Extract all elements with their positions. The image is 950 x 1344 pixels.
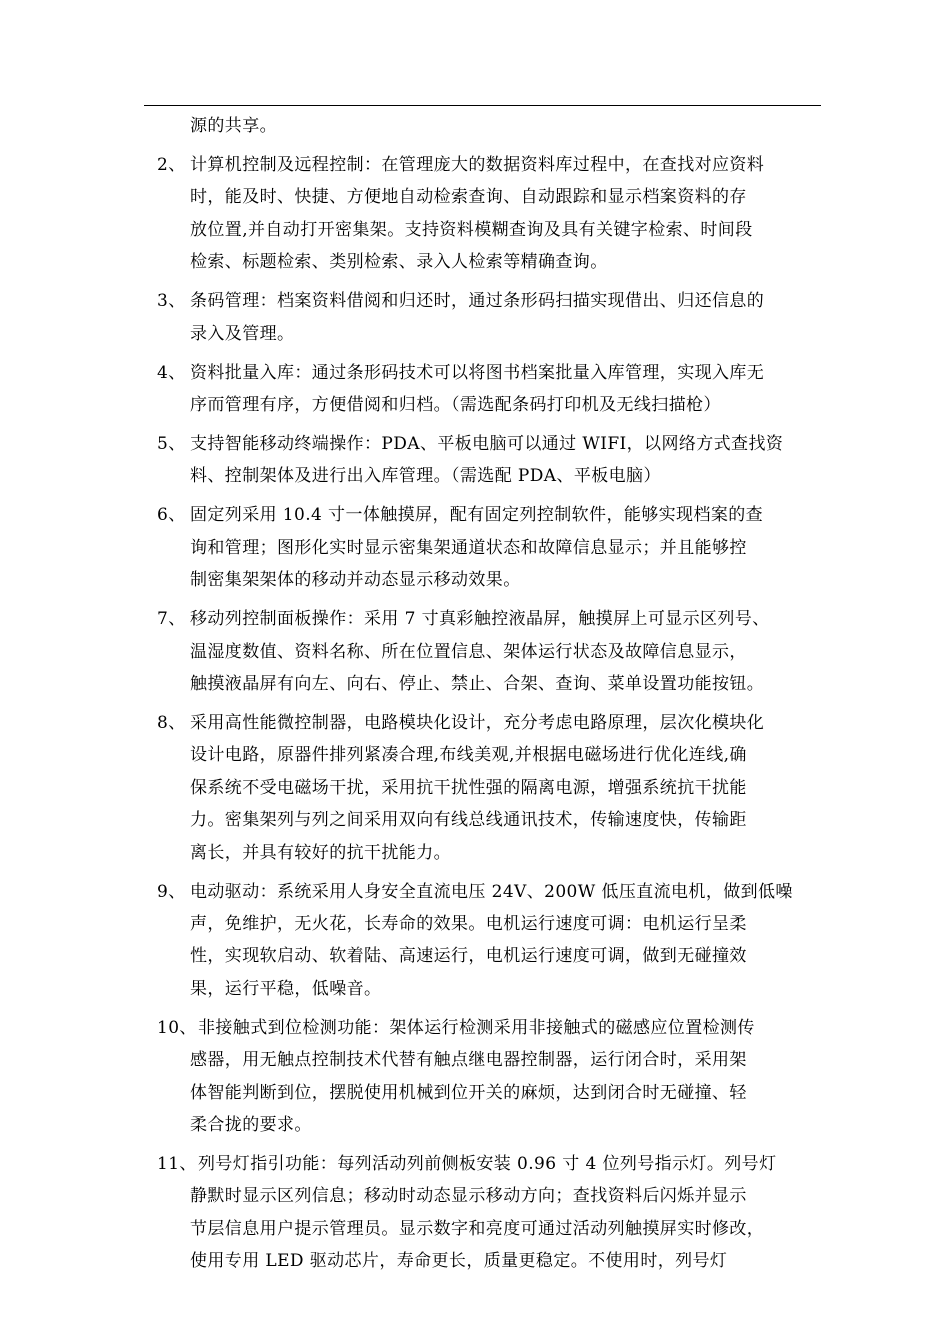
item-text: 感器，用无触点控制技术代替有触点继电器控制器，运行闭合时，采用架: [190, 1050, 747, 1071]
item-text: 性，实现软启动、软着陆、高速运行，电机运行速度可调，做到无碰撞效: [190, 946, 747, 967]
item-text: 采用高性能微控制器，电路模块化设计，充分考虑电路原理，层次化模块化: [190, 713, 765, 733]
item-number: 2、: [157, 155, 186, 175]
item-number: 8、: [157, 713, 186, 733]
item-text: 声，免维护，无火花，长寿命的效果。电机运行速度可调：电机运行呈柔: [190, 914, 747, 934]
item-number: 7、: [157, 609, 186, 630]
item-text: 放位置,并自动打开密集架。支持资料模糊查询及具有关键字检索、时间段: [190, 219, 753, 240]
item-text: 询和管理；图形化实时显示密集架通道状态和故障信息显示；并且能够控: [190, 537, 747, 558]
item-text: 计算机控制及远程控制：在管理庞大的数据资料库过程中，在查找对应资料: [190, 155, 765, 175]
item-text: 设计电路，原器件排列紧凑合理,布线美观,并根据电磁场进行优化连线,确: [190, 745, 747, 766]
item-text: 节层信息用户提示管理员。显示数字和亮度可通过活动列触摸屏实时修改，: [190, 1218, 765, 1239]
item-text: 使用专用 LED 驱动芯片，寿命更长，质量更稳定。不使用时，列号灯: [190, 1251, 728, 1272]
item-text: 固定列采用 10.4 寸一体触摸屏，配有固定列控制软件，能够实现档案的查: [190, 505, 764, 526]
item-text: 柔合拢的要求。: [190, 1115, 312, 1135]
item-number: 10、: [157, 1017, 197, 1038]
item-text: 序而管理有序，方便借阅和归档。（需选配条码打印机及无线扫描枪）: [190, 395, 721, 415]
item-text: 触摸液晶屏有向左、向右、停止、禁止、合架、查询、菜单设置功能按钮。: [190, 674, 765, 694]
item-number: 6、: [157, 505, 186, 526]
item-text: 录入及管理。: [190, 323, 295, 344]
item-text: 列号灯指引功能：每列活动列前侧板安装 0.96 寸 4 位列号指示灯。列号灯: [198, 1154, 777, 1174]
item-text: 电动驱动：系统采用人身安全直流电压 24V、200W 低压直流电机，做到低噪: [190, 881, 793, 902]
item-text: 果，运行平稳，低噪音。: [190, 978, 382, 999]
item-text: 体智能判断到位，摆脱使用机械到位开关的麻烦，达到闭合时无碰撞、轻: [190, 1082, 747, 1103]
item-text: 条码管理：档案资料借阅和归还时，通过条形码扫描实现借出、归还信息的: [190, 291, 765, 312]
item-number: 4、: [157, 362, 186, 383]
item-text: 温湿度数值、资料名称、所在位置信息、架体运行状态及故障信息显示，: [190, 641, 747, 662]
item-text: 非接触式到位检测功能：架体运行检测采用非接触式的磁感应位置检测传: [198, 1017, 755, 1038]
item-number: 3、: [157, 291, 186, 312]
item-text: 制密集架架体的移动并动态显示移动效果。: [190, 570, 521, 591]
item-text: 力。密集架列与列之间采用双向有线总线通讯技术，传输速度快，传输距: [190, 810, 747, 831]
item-text: 源的共享。: [190, 116, 277, 136]
item-text: 检索、标题检索、类别检索、录入人检索等精确查询。: [190, 252, 608, 273]
item-number: 5、: [157, 434, 186, 454]
item-text: 移动列控制面板操作：采用 7 寸真彩触控液晶屏，触摸屏上可显示区列号、: [190, 609, 770, 630]
item-number: 9、: [157, 881, 186, 902]
item-text: 静默时显示区列信息；移动时动态显示移动方向；查找资料后闪烁并显示: [190, 1186, 747, 1207]
item-number: 11、: [157, 1154, 197, 1174]
item-text: 支持智能移动终端操作：PDA、平板电脑可以通过 WIFI，以网络方式查找资: [190, 434, 784, 454]
item-text: 时，能及时、快捷、方便地自动检索查询、自动跟踪和显示档案资料的存: [190, 187, 747, 208]
item-text: 保系统不受电磁场干扰，采用抗干扰性强的隔离电源，增强系统抗干扰能: [190, 777, 747, 798]
item-text: 料、控制架体及进行出入库管理。（需选配 PDA、平板电脑）: [190, 466, 661, 487]
item-text: 离长，并具有较好的抗干扰能力。: [190, 842, 451, 863]
item-text: 资料批量入库：通过条形码技术可以将图书档案批量入库管理，实现入库无: [190, 362, 765, 383]
